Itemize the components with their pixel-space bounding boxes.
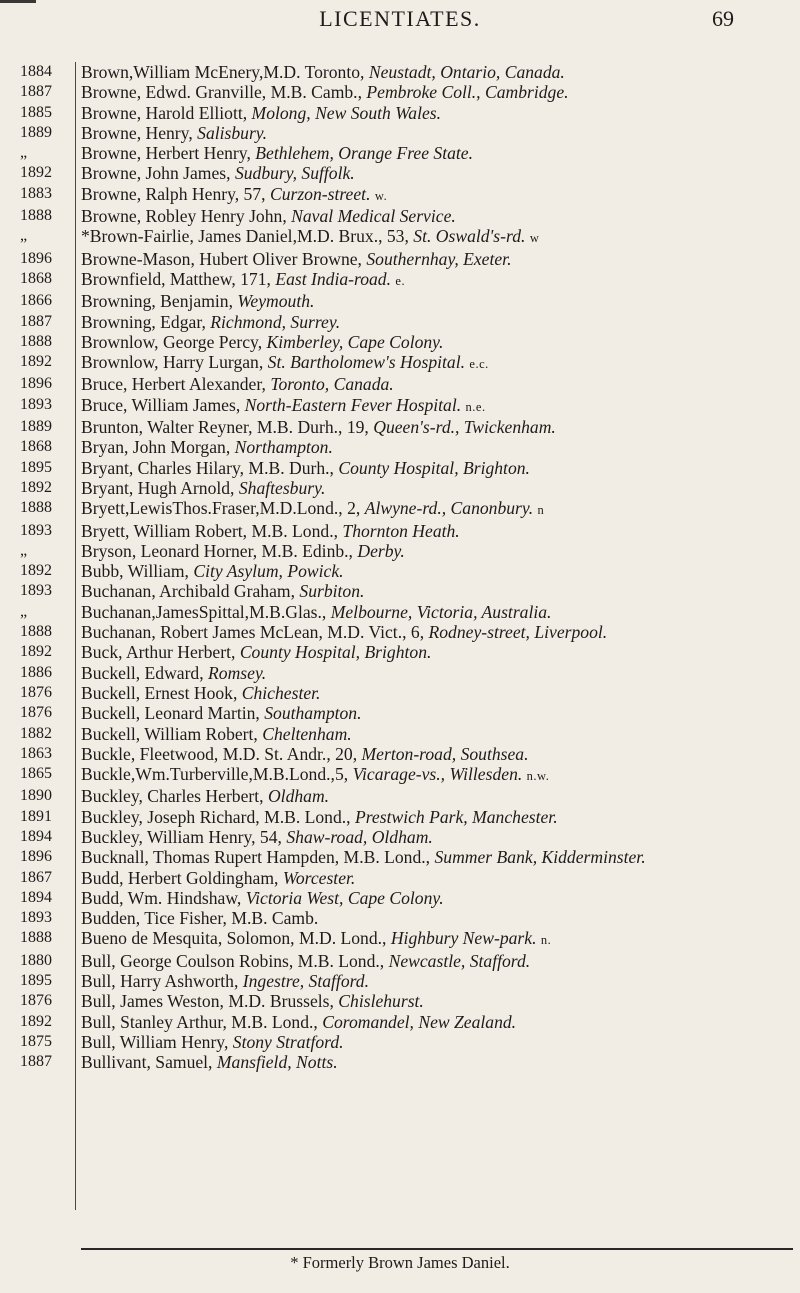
list-item [0,827,800,847]
entry-text [81,888,793,908]
entry-text [81,352,793,374]
entry-text [81,1012,793,1032]
entry-address: Curzon-street. [269,183,371,204]
entry-name: Browning, Edgar, [81,311,206,332]
entry-name: *Brown-Fairlie, James Daniel,M.D. Brux., 53, [81,226,409,247]
entry-text [81,744,793,764]
entry-address: Cheltenham. [262,723,352,744]
list-item [0,437,800,457]
entry-address: St. Oswald's-rd. [413,226,526,247]
entry-address: Highbury New-park. [390,928,537,949]
entry-address: Melbourne, Victoria, Australia. [330,601,552,622]
entry-text [81,312,793,332]
entry-address: Richmond, Surrey. [210,311,341,332]
list-item [0,744,800,764]
list-item [0,807,800,827]
entry-district: n. [540,933,552,948]
list-item [0,103,800,123]
list-item [0,928,800,950]
entry-name: Brunton, Walter Reyner, M.B. Durh., 19, [81,417,369,438]
entry-year: 1888 [20,207,52,225]
list-item [0,312,800,332]
entry-district: n [537,503,545,518]
entry-year: „ [20,227,28,245]
entry-address: Alwyne-rd., Canonbury. [364,498,534,519]
entry-name: Buckell, Ernest Hook, [81,682,238,703]
entry-name: Budd, Wm. Hindshaw, [81,887,242,908]
entry-address: Chislehurst. [338,991,424,1012]
entry-name: Bryant, Hugh Arnold, [81,477,235,498]
list-item [0,269,800,291]
entry-year: 1896 [20,848,52,866]
list-item [0,786,800,806]
list-item [0,395,800,417]
entry-year: 1883 [20,184,52,202]
entry-name: Browne, Harold Elliott, [81,102,248,123]
entry-address: Romsey. [208,662,267,683]
list-item [0,663,800,683]
entry-year: 1895 [20,972,52,990]
list-item [0,417,800,437]
list-item [0,291,800,311]
entry-name: Bull, George Coulson Robins, M.B. Lond., [81,950,385,971]
entry-district: e. [395,273,406,288]
entry-address: North-Eastern Fever Hospital. [244,394,462,415]
list-item [0,62,800,82]
entry-address: Northampton. [234,437,333,458]
footnote-rule [81,1248,793,1250]
entry-text [81,291,793,311]
entry-year: 1895 [20,458,52,476]
entry-year: 1884 [20,63,52,80]
list-item [0,683,800,703]
entry-name: Bull, Harry Ashworth, [81,971,239,992]
list-item [0,1032,800,1052]
entry-address: County Hospital, Brighton. [338,457,530,478]
entry-name: Budden, Tice Fisher, M.B. Camb. [81,908,319,929]
entry-text [81,847,791,867]
entry-text [81,807,793,827]
page-number: 69 [712,6,734,31]
entry-year: 1893 [20,395,52,413]
list-item [0,374,800,394]
entry-name: Brownlow, Harry Lurgan, [81,352,264,373]
entry-district: w [529,231,540,246]
entry-text [81,82,793,102]
entry-name: Browne, Ralph Henry, 57, [81,183,266,204]
entry-year: 1868 [20,269,52,287]
entry-year: 1868 [20,438,52,456]
entry-year: 1882 [20,724,52,742]
entry-address: Newcastle, Stafford. [388,950,531,971]
entry-name: Bryett,LewisThos.Fraser,M.D.Lond., 2, [81,498,361,519]
entry-text [81,163,793,183]
entry-year: 1886 [20,663,52,681]
entry-year: 1892 [20,562,52,580]
entry-name: Browne, John James, [81,163,231,184]
entry-address: Sudbury, Suffolk. [234,163,355,184]
entry-name: Bryett, William Robert, M.B. Lond., [81,520,338,541]
entry-address: Mansfield, Notts. [216,1052,338,1073]
entry-text [81,332,793,352]
entry-year: 1896 [20,249,52,267]
entry-name: Browne, Henry, [81,122,193,143]
entry-text [81,249,793,269]
entry-text [81,908,793,928]
entry-text [81,642,793,662]
entry-name: Buckell, William Robert, [81,723,258,744]
list-item [0,498,800,520]
entry-text [81,103,793,123]
entry-address: Weymouth. [237,291,315,312]
entry-year: 1876 [20,704,52,722]
entry-address: Vicarage-vs., Willesden. [352,764,523,785]
entry-text [81,478,793,498]
entry-year: 1876 [20,683,52,701]
entry-year: 1875 [20,1032,52,1050]
entry-text [81,928,793,950]
entry-text [81,991,793,1011]
entry-year: 1890 [20,787,52,805]
list-item [0,703,800,723]
list-item [0,561,800,581]
entry-address: Molong, New South Wales. [251,102,442,123]
entry-year: 1863 [20,744,52,762]
list-item [0,332,800,352]
entry-text [81,622,791,642]
entry-address: Shaftesbury. [238,477,326,498]
entry-name: Bullivant, Samuel, [81,1052,213,1073]
list-item [0,478,800,498]
entry-year: 1891 [20,807,52,825]
entry-text [81,184,793,206]
entry-address: Kimberley, Cape Colony. [266,331,444,352]
entry-year: 1892 [20,353,52,371]
list-item [0,991,800,1011]
entry-name: Buchanan, Archibald Graham, [81,581,295,602]
entry-name: Bruce, Herbert Alexander, [81,374,266,395]
entry-address: Naval Medical Service. [291,206,456,227]
entry-address: St. Bartholomew's Hospital. [267,352,465,373]
entry-name: Buckley, Charles Herbert, [81,786,264,807]
entry-year: 1880 [20,951,52,969]
entry-year: 1888 [20,499,52,517]
entry-name: Bryant, Charles Hilary, M.B. Durh., [81,457,334,478]
entry-year: 1892 [20,478,52,496]
entry-year: 1887 [20,312,52,330]
list-item [0,123,800,143]
entry-address: Thornton Heath. [342,520,460,541]
entry-text [81,951,793,971]
entry-name: Brown,William McEnery,M.D. Toronto, [81,62,365,82]
list-item [0,521,800,541]
entry-year: 1885 [20,103,52,121]
list-item [0,249,800,269]
entry-address: Worcester. [282,867,356,888]
entry-year: „ [20,541,28,559]
list-item [0,581,800,601]
list-item [0,724,800,744]
entry-name: Browne-Mason, Hubert Oliver Browne, [81,248,362,269]
entry-text [81,827,793,847]
entry-name: Bryan, John Morgan, [81,437,231,458]
entry-address: City Asylum, Powick. [193,561,344,582]
entry-text [81,581,793,601]
entry-name: Bull, William Henry, [81,1031,229,1052]
entry-address: Derby. [357,540,405,561]
entry-year: 1892 [20,643,52,661]
entry-text [81,683,793,703]
list-item [0,541,800,561]
entry-name: Buchanan,JamesSpittal,M.B.Glas., [81,601,327,622]
entry-name: Bueno de Mesquita, Solomon, M.D. Lond., [81,928,387,949]
entry-name: Buckley, Joseph Richard, M.B. Lond., [81,806,351,827]
entry-address: Ingestre, Stafford. [242,971,370,992]
entry-text [81,1032,793,1052]
entry-address: Neustadt, Ontario, Canada. [368,62,565,82]
list-item [0,642,800,662]
entry-address: Prestwich Park, Manchester. [354,806,558,827]
entry-address: Rodney-street, Liverpool. [428,622,608,643]
entry-year: 1865 [20,765,52,783]
list-item [0,847,800,867]
entry-address: Southernhay, Exeter. [366,248,512,269]
entry-year: 1876 [20,992,52,1010]
entry-year: 1894 [20,827,52,845]
entry-address: Oldham. [267,786,330,807]
list-item [0,352,800,374]
top-edge-rule [0,0,36,3]
entry-text [81,206,793,226]
entry-year: 1866 [20,292,52,310]
entry-year: 1892 [20,164,52,182]
entry-text [81,786,793,806]
entry-text [81,602,793,622]
entry-address: Shaw-road, Oldham. [286,826,433,847]
list-item [0,868,800,888]
entry-text [81,561,793,581]
entry-name: Browne, Herbert Henry, [81,143,251,164]
entry-text [81,458,793,478]
entry-text [81,62,793,82]
entry-name: Bull, James Weston, M.D. Brussels, [81,991,334,1012]
entry-year: 1892 [20,1012,52,1030]
entry-year: 1889 [20,418,52,436]
entry-text [81,663,793,683]
entry-text [81,868,793,888]
entry-address: Bethlehem, Orange Free State. [255,143,473,164]
entry-year: 1888 [20,332,52,350]
entry-year: 1889 [20,123,52,141]
entry-district: w. [374,188,388,203]
entry-name: Bucknall, Thomas Rupert Hampden, M.B. Lond., [81,847,431,868]
list-item [0,888,800,908]
entry-name: Browning, Benjamin, [81,291,233,312]
entry-year: 1887 [20,83,52,101]
entry-name: Buckell, Leonard Martin, [81,703,260,724]
entry-address: Surbiton. [299,581,365,602]
list-item [0,143,800,163]
entry-year: 1867 [20,868,52,886]
entry-name: Buckle,Wm.Turberville,M.B.Lond.,5, [81,764,349,785]
list-item [0,1052,800,1072]
entry-address: Stony Stratford. [232,1031,344,1052]
list-item [0,458,800,478]
list-item [0,184,800,206]
entry-text [81,521,793,541]
page-header-title: LICENTIATES. [319,6,481,31]
entry-name: Budd, Herbert Goldingham, [81,867,279,888]
entry-text [81,417,793,437]
entry-address: Victoria West, Cape Colony. [245,887,444,908]
entry-name: Bruce, William James, [81,394,241,415]
entry-address: Salisbury. [197,122,268,143]
entry-name: Buckley, William Henry, 54, [81,826,282,847]
entry-address: Coromandel, New Zealand. [322,1011,517,1032]
entry-year: 1896 [20,375,52,393]
entry-address: Pembroke Coll., Cambridge. [366,82,569,103]
entry-district: n.e. [465,399,486,414]
entry-text [81,226,793,248]
entry-name: Buck, Arthur Herbert, [81,642,236,663]
list-item [0,622,800,642]
list-item [0,764,800,786]
entry-text [81,269,793,291]
entry-year: 1893 [20,582,52,600]
entry-year: 1893 [20,521,52,539]
list-item [0,226,800,248]
entry-name: Buckell, Edward, [81,662,204,683]
entry-year: 1894 [20,888,52,906]
entry-text [81,541,793,561]
entry-text [81,703,793,723]
entry-year: „ [20,602,28,620]
entry-year: 1887 [20,1053,52,1071]
entry-address: Chichester. [241,682,321,703]
entry-text [81,437,793,457]
entry-district: e.c. [469,357,489,372]
entry-name: Brownfield, Matthew, 171, [81,268,271,289]
entry-address: Southampton. [264,703,362,724]
entry-district: n.w. [526,769,550,784]
list-item [0,602,800,622]
entry-year: 1893 [20,909,52,927]
entry-name: Browne, Edwd. Granville, M.B. Camb., [81,82,362,103]
entry-name: Bull, Stanley Arthur, M.B. Lond., [81,1011,318,1032]
entry-year: „ [20,144,28,162]
licentiates-list [0,62,800,1073]
list-item [0,951,800,971]
list-item [0,163,800,183]
entry-name: Brownlow, George Percy, [81,331,263,352]
list-item [0,908,800,928]
entry-year: 1888 [20,929,52,947]
list-item [0,1012,800,1032]
entry-name: Buckle, Fleetwood, M.D. St. Andr., 20, [81,743,358,764]
footnote: * Formerly Brown James Daniel. [290,1253,510,1272]
entry-text [81,143,793,163]
entry-address: Merton-road, Southsea. [361,743,529,764]
entry-address: County Hospital, Brighton. [239,642,432,663]
entry-text [81,374,793,394]
entry-name: Bubb, William, [81,561,189,582]
entry-text [81,971,793,991]
entry-address: Queen's-rd., Twickenham. [373,417,556,438]
entry-text [81,1052,793,1072]
entry-text [81,724,793,744]
entry-text [81,395,793,417]
entry-name: Browne, Robley Henry John, [81,206,287,227]
list-item [0,971,800,991]
entry-name: Buchanan, Robert James McLean, M.D. Vict., 6, [81,622,425,643]
entry-name: Bryson, Leonard Horner, M.B. Edinb., [81,540,353,561]
entry-text [81,123,793,143]
list-item [0,206,800,226]
entry-text [81,498,793,520]
list-item [0,82,800,102]
entry-address: East India-road. [275,268,391,289]
entry-year: 1888 [20,623,52,641]
entry-text [81,764,793,786]
entry-address: Summer Bank, Kidderminster. [434,847,646,868]
entry-address: Toronto, Canada. [270,374,394,395]
